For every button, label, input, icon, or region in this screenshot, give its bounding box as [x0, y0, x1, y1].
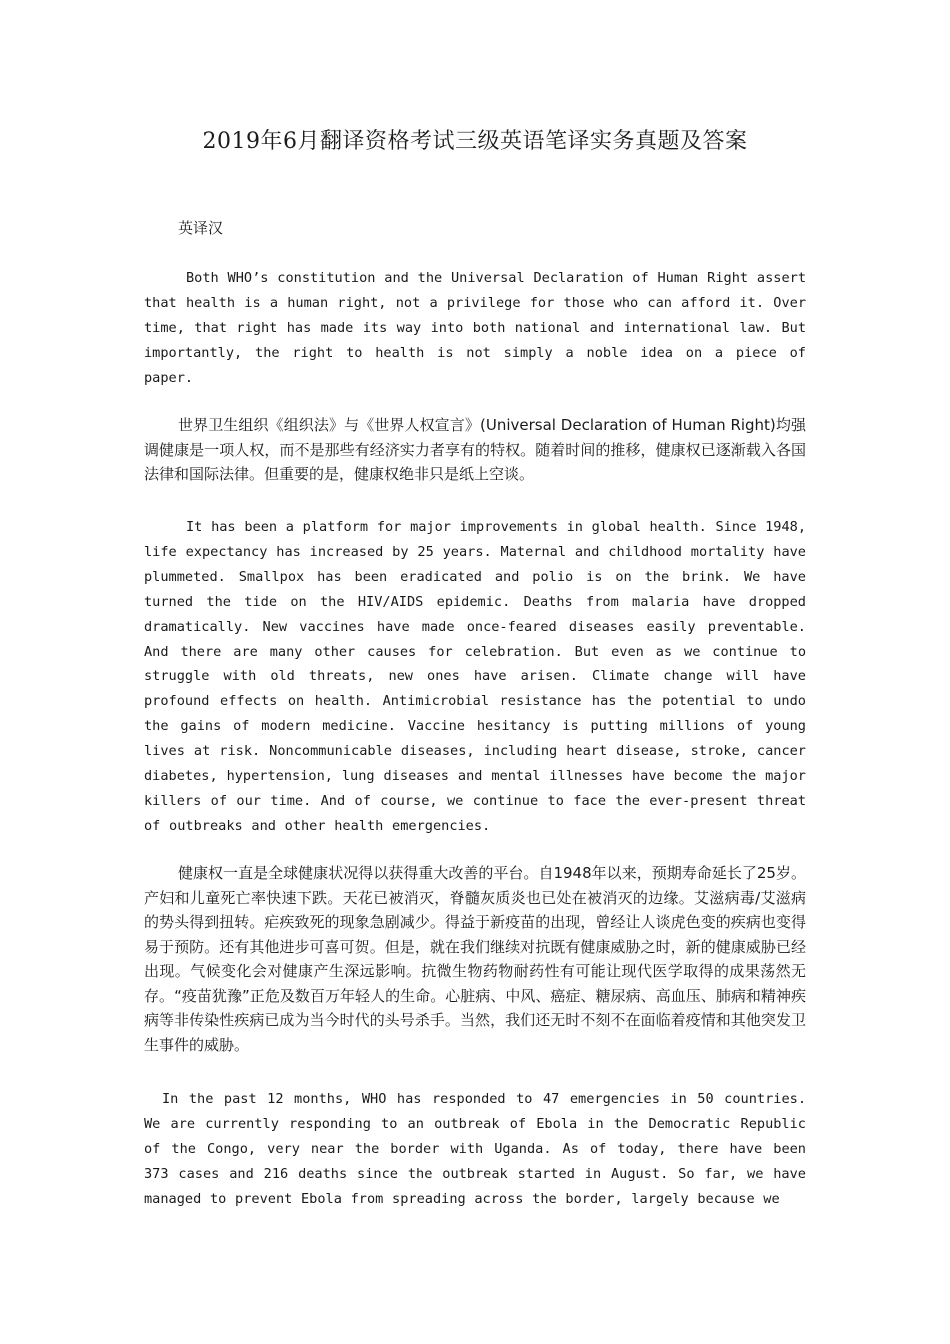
paragraph-chinese-1: 世界卫生组织《组织法》与《世界人权宣言》(Universal Declaration of Human Right)均强调健康是一项人权，而不是那些有经济实力者享有的特权。随着时间的推移，健康权已逐渐载入各国法律和国际法律。但重要的是，健康权绝非只是纸上空谈。: [144, 416, 806, 483]
paragraph-chinese-2: 健康权一直是全球健康状况得以获得重大改善的平台。自1948年以来，预期寿命延长了25岁。产妇和儿童死亡率快速下跌。天花已被消灭，脊髓灰质炎也已处在被消灭的边缘。艾滋病毒/艾滋病的势头得到扭转。疟疾致死的现象急剧减少。得益于新疫苗的出现，曾经让人谈虎色变的疾病也变得易于预防。还有其他进步可喜可贺。但是，就在我们继续对抗既有健康威胁之时，新的健康威胁已经出现。气候变化会对健康产生深远影响。抗微生物药物耐药性有可能让现代医学取得的成果荡然无存。“疫苗犹豫”正危及数百万年轻人的生命。心脏病、中风、癌症、糖尿病、高血压、肺病和精神疾病等非传染性疾病已成为当今时代的头号杀手。当然，我们还无时不刻不在面临着疫情和其他突发卫生事件的威胁。: [144, 864, 806, 1054]
paragraph-english-2: It has been a platform for major improvements in global health. Since 1948, life expectancy has increased by 25 years. Maternal and childhood mortality have plummeted. Smallpox has been eradicated and polio is on the brink. We have turned the tide on the HIV/AIDS epidemic. Deaths from malaria have dropped dramatically. New vaccines have made once-feared diseases easily preventable. And there are many other causes for celebration. But even as we continue to struggle with old threats, new ones have arisen. Climate change will have profound effects on health. Antimicrobial resistance has the potential to undo the gains of modern medicine. Vaccine hesitancy is putting millions of young lives at risk. Noncommunicable diseases, including heart disease, stroke, cancer diabetes, hypertension, lung diseases and mental illnesses have become the major killers of our time. And of course, we continue to face the ever-present threat of outbreaks and other health emergencies.: [144, 519, 806, 834]
paragraph-english-3: In the past 12 months, WHO has responded to 47 emergencies in 50 countries. We are currently responding to an outbreak of Ebola in the Democratic Republic of the Congo, very near the border with Uganda. As of today, there have been 373 cases and 216 deaths since the outbreak started in August. So far, we have managed to prevent Ebola from spreading across the border, largely because we: [144, 1091, 806, 1207]
section-label-english-to-chinese: 英译汉: [178, 219, 224, 237]
paragraph-english-1: Both WHO’s constitution and the Universal Declaration of Human Right assert that health is a human right, not a privilege for those who can afford it. Over time, that right has made its way into both national and international law. But importantly, the right to health is not simply a noble idea on a piece of paper.: [144, 270, 806, 386]
document-title: 2019年6月翻译资格考试三级英语笔译实务真题及答案: [202, 129, 748, 154]
